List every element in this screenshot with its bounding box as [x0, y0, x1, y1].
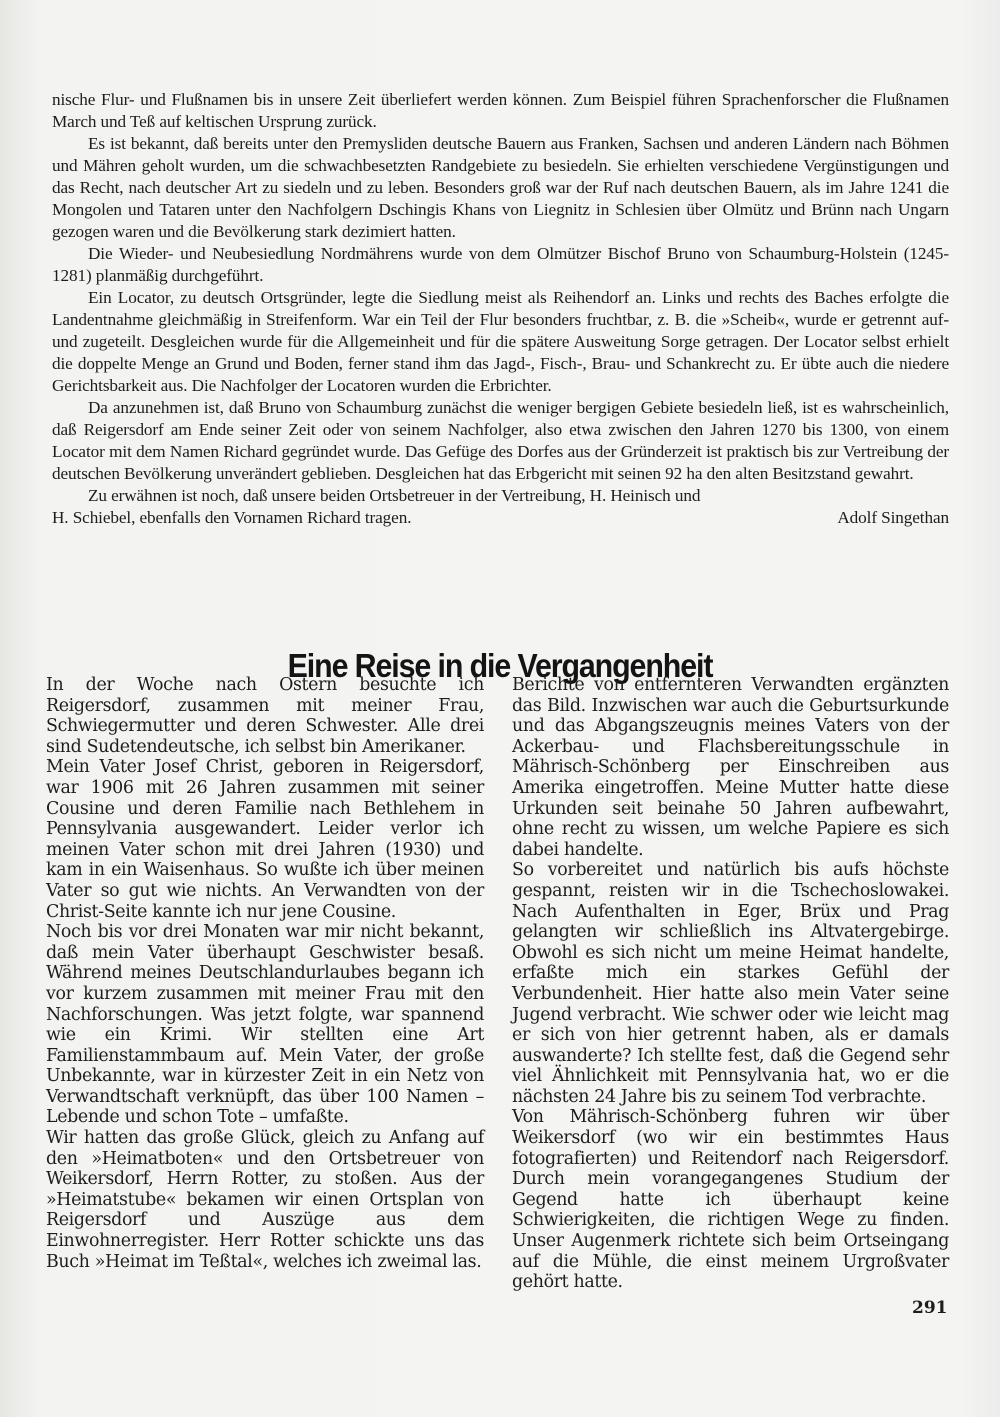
column-paragraph: So vorbereitet und natürlich bis aufs höchste gespannt, reisten wir in die Tschechoslowakei. Nach Aufenthalten in Eger, Brüx und Prag gelangten wir schließlich ins Altvatergebirge. Obwohl es sich nicht um meine Heimat handelte, erfaßte mich ein starkes Gefühl der Verbundenheit. Hier hatte also mein Vater seine Jugend verbracht. Wie schwer oder wie leicht mag er sich von hier getrennt haben, als er damals auswanderte? Ich stellte fest, daß die Gegend sehr viel Ähnlichkeit mit Pennsylvania hat, wo er die nächsten 24 Jahre bis zu seinem Tod verbrachte. — [512, 860, 949, 1107]
article-headline: Eine Reise in die Vergangenheit — [287, 647, 713, 685]
closing-line — [52, 507, 949, 529]
column-paragraph: Noch bis vor drei Monaten war mir nicht bekannt, daß mein Vater überhaupt Geschwister besaß. Während meines Deutschlandurlaubes begann ich vor kurzem zusammen mit meiner Frau mit den Nachforschungen. Was jetzt folgte, war spannend wie ein Krimi. Wir stellten eine Art Familienstammbaum auf. Mein Vater, der große Unbekannte, war in kürzester Zeit in ein Netz von Verwandtschaft verknüpft, das über 100 Namen – Lebende und schon Tote – umfaßte. — [46, 922, 484, 1128]
closing-paragraph-end: H. Schiebel, ebenfalls den Vornamen Richard tragen. — [52, 508, 412, 527]
closing-paragraph-start: Zu erwähnen ist noch, daß unsere beiden Ortsbetreuer in der Vertreibung, H. Heinisch und — [88, 486, 701, 505]
upper-paragraph: Es ist bekannt, daß bereits unter den Premysliden deutsche Bauern aus Franken, Sachsen und anderen Ländern nach Böhmen und Mähren geholt wurden, um die schwachbesetzten Randgebiete zu besiedeln. Sie erhielten verschiedene Vergünstigungen und das Recht, nach deutscher Art zu siedeln und zu leben. Besonders groß war der Ruf nach deutschen Bauern, als im Jahre 1241 die Mongolen und Tataren unter den Nachfolgern Dschingis Khans von Liegnitz in Schlesien über Olmütz und Brünn nach Ungarn gezogen waren und die Bevölkerung stark dezimiert hatten. — [52, 134, 949, 241]
upper-paragraph: Da anzunehmen ist, daß Bruno von Schaumburg zunächst die weniger bergigen Gebiete besiedeln ließ, ist es wahrscheinlich, daß Reigersdorf am Ende seiner Zeit oder von seinem Nachfolger, also etwa zwischen den Jahren 1270 bis 1300, von einem Locator mit dem Namen Richard gegründet wurde. Das Gefüge des Dorfes aus der Gründerzeit ist praktisch bis zur Vertreibung der deutschen Bevölkerung unverändert geblieben. Desgleichen hat das Erbgericht mit seinen 92 ha den alten Besitzstand gewahrt. — [52, 398, 949, 483]
page-number: 291 — [912, 1298, 948, 1318]
upper-paragraph: Die Wieder- und Neubesiedlung Nordmährens wurde von dem Olmützer Bischof Bruno von Schaumburg-Holstein (1245-1281) planmäßig durchgeführt. — [52, 244, 949, 285]
column-paragraph: Mein Vater Josef Christ, geboren in Reigersdorf, war 1906 mit 26 Jahren zusammen mit seiner Cousine und deren Familie nach Bethlehem in Pennsylvania ausgewandert. Leider verlor ich meinen Vater schon mit drei Jahren (1930) und kam in ein Waisenhaus. So wußte ich über meinen Vater so gut wie nichts. An Verwandten von der Christ-Seite kannte ich nur jene Cousine. — [46, 757, 484, 922]
upper-paragraph: Ein Locator, zu deutsch Ortsgründer, legte die Siedlung meist als Reihendorf an. Links und rechts des Baches erfolgte die Landentnahme gleichmäßig in Streifenform. War ein Teil der Flur besonders fruchtbar, z. B. die »Scheib«, wurde er getrennt auf- und zugeteilt. Desgleichen wurde für die Allgemeinheit und für die spätere Ausweitung Sorge getragen. Der Locator selbst erhielt die doppelte Menge an Grund und Boden, ferner stand ihm das Jagd-, Fisch-, Brau- und Schankrecht zu. Er übte auch die niedere Gerichtsbarkeit aus. Die Nachfolger der Locatoren wurden die Erbrichter. — [52, 288, 949, 395]
left-column — [46, 675, 484, 1272]
right-column — [512, 675, 949, 1293]
column-paragraph: Berichte von entfernteren Verwandten ergänzten das Bild. Inzwischen war auch die Geburtsurkunde und das Abgangszeugnis meines Vaters von der Ackerbau- und Flachsbereitungsschule in Mährisch-Schönberg per Einschreiben aus Amerika eingetroffen. Meine Mutter hatte diese Urkunden seit beinahe 50 Jahren aufbewahrt, ohne recht zu wissen, um welche Papiere es sich dabei handelte. — [512, 675, 949, 860]
upper-article — [52, 89, 949, 529]
column-paragraph: Wir hatten das große Glück, gleich zu Anfang auf den »Heimatboten« und den Ortsbetreuer von Weikersdorf, Herrn Rotter, zu stoßen. Aus der »Heimatstube« bekamen wir einen Ortsplan von Reigersdorf und Auszüge aus dem Einwohnerregister. Herr Rotter schickte uns das Buch »Heimat im Teßtal«, welches ich zweimal las. — [46, 1128, 484, 1272]
upper-paragraph: nische Flur- und Flußnamen bis in unsere Zeit überliefert werden können. Zum Beispiel führen Sprachenforscher die Flußnamen March und Teß auf keltischen Ursprung zurück. — [52, 90, 949, 131]
author-signature: Adolf Singethan — [837, 508, 949, 527]
column-paragraph: In der Woche nach Ostern besuchte ich Reigersdorf, zusammen mit meiner Frau, Schwiegermutter und deren Schwester. Alle drei sind Sudetendeutsche, ich selbst bin Amerikaner. — [46, 675, 484, 757]
column-paragraph: Von Mährisch-Schönberg fuhren wir über Weikersdorf (wo wir ein bestimmtes Haus fotografierten) und Reitendorf nach Reigersdorf. Durch mein vorangegangenes Studium der Gegend hatte ich überhaupt keine Schwierigkeiten, die richtigen Wege zu finden. Unser Augenmerk richtete sich beim Ortseingang auf die Mühle, die einst meinem Urgroßvater gehört hatte. — [512, 1107, 949, 1293]
